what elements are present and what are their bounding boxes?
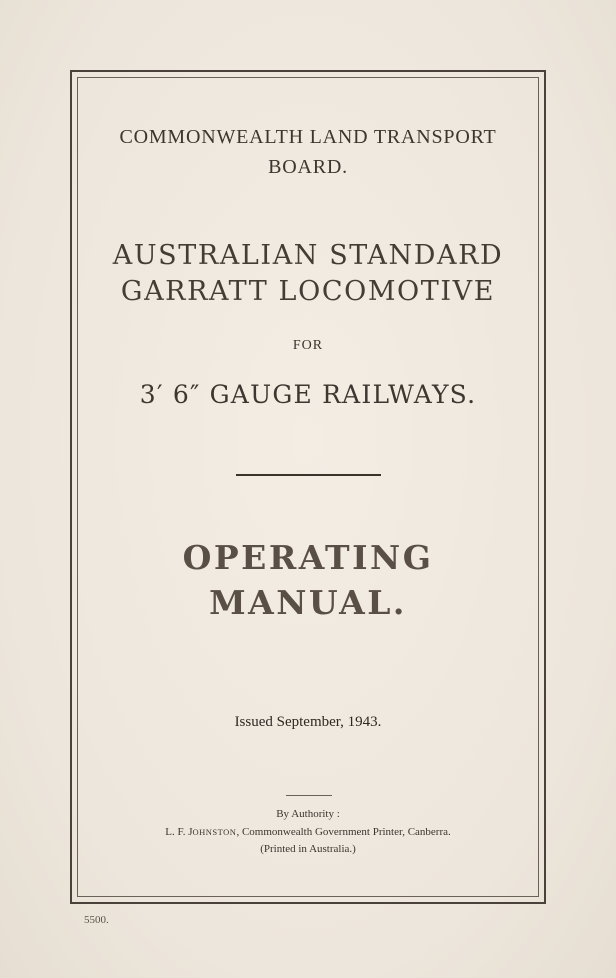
board-heading-line-2: BOARD. — [268, 156, 348, 178]
board-heading-line-1: COMMONWEALTH LAND TRANSPORT — [119, 126, 497, 148]
divider-rule — [236, 474, 381, 476]
title-line-2: GARRATT LOCOMOTIVE — [120, 276, 496, 307]
printer-surname-smallcaps: OHNSTON — [192, 827, 237, 837]
title-line-1: AUSTRALIAN STANDARD — [112, 240, 504, 271]
gauge-line: 3′ 6″ GAUGE RAILWAYS. — [139, 380, 477, 409]
for-label: FOR — [292, 338, 324, 353]
manual-title-line-1: OPERATING — [182, 538, 434, 577]
inner-border — [77, 77, 539, 897]
by-authority: By Authority : — [276, 808, 340, 820]
manual-title-line-2: MANUAL. — [209, 583, 407, 622]
folio-number: 5500. — [84, 914, 109, 926]
issue-date: Issued September, 1943. — [234, 714, 382, 730]
printer-initials: L. F. J — [165, 826, 193, 838]
printed-in: (Printed in Australia.) — [260, 843, 356, 855]
printer-line — [0, 826, 616, 838]
printer-title: , Commonwealth Government Printer, Canberra. — [236, 826, 451, 838]
small-divider-rule — [286, 795, 332, 796]
